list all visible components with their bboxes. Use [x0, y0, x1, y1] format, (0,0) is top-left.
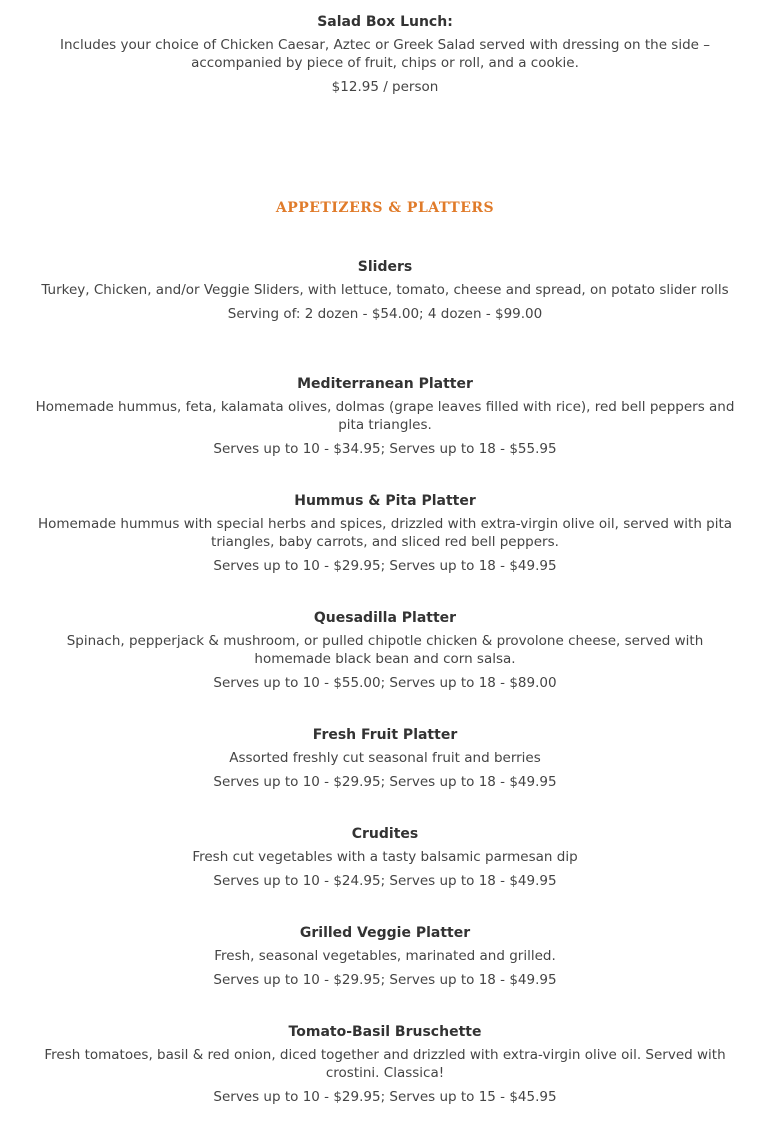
item-title: Mediterranean Platter — [297, 376, 473, 392]
item-description: Spinach, pepperjack & mushroom, or pulled chipotle chicken & provolone cheese, served with homemade black bean and corn salsa. — [66, 633, 704, 667]
menu-item-fresh-fruit-platter — [30, 726, 740, 791]
menu-item-tomato-basil-bruschette — [30, 1023, 740, 1106]
menu-item-sliders — [30, 258, 740, 323]
section-heading: APPETIZERS & PLATTERS — [275, 200, 495, 216]
item-description: Assorted freshly cut seasonal fruit and berries — [229, 750, 541, 766]
item-price: Serves up to 10 - $55.00; Serves up to 18 - $89.00 — [213, 675, 557, 691]
item-price: $12.95 / person — [331, 79, 439, 95]
item-description: Turkey, Chicken, and/or Veggie Sliders, with lettuce, tomato, cheese and spread, on potato slider rolls — [41, 282, 729, 298]
item-title: Crudites — [351, 826, 419, 842]
item-title: Salad Box Lunch: — [317, 14, 453, 30]
item-description: Includes your choice of Chicken Caesar, Aztec or Greek Salad served with dressing on the side – accompanied by piece of fruit, chips or roll, and a cookie. — [59, 37, 710, 71]
item-price: Serves up to 10 - $34.95; Serves up to 18 - $55.95 — [213, 441, 557, 457]
item-description: Fresh, seasonal vegetables, marinated and grilled. — [214, 948, 556, 964]
menu-item-quesadilla-platter — [30, 609, 740, 692]
item-title: Grilled Veggie Platter — [299, 925, 471, 941]
item-price: Serves up to 10 - $24.95; Serves up to 18 - $49.95 — [213, 873, 557, 889]
item-price: Serving of: 2 dozen - $54.00; 4 dozen - $99.00 — [227, 306, 543, 322]
menu-item-crudites — [30, 825, 740, 890]
item-price: Serves up to 10 - $29.95; Serves up to 18 - $49.95 — [213, 774, 557, 790]
item-description: Homemade hummus, feta, kalamata olives, dolmas (grape leaves filled with rice), red bell peppers and pita triangles. — [35, 399, 735, 433]
item-price: Serves up to 10 - $29.95; Serves up to 18 - $49.95 — [213, 558, 557, 574]
menu-item-hummus-pita-platter — [30, 492, 740, 575]
item-title: Hummus & Pita Platter — [294, 493, 476, 509]
menu-item-mediterranean-platter — [30, 375, 740, 458]
item-price: Serves up to 10 - $29.95; Serves up to 15 - $45.95 — [213, 1089, 557, 1105]
item-price: Serves up to 10 - $29.95; Serves up to 18 - $49.95 — [213, 972, 557, 988]
item-description: Fresh cut vegetables with a tasty balsamic parmesan dip — [192, 849, 578, 865]
item-title: Fresh Fruit Platter — [312, 727, 458, 743]
menu-item-grilled-veggie-platter — [30, 924, 740, 989]
item-title: Quesadilla Platter — [313, 610, 457, 626]
item-description: Homemade hummus with special herbs and spices, drizzled with extra-virgin olive oil, served with pita triangles, baby carrots, and sliced red bell peppers. — [37, 516, 733, 550]
item-title: Tomato-Basil Bruschette — [288, 1024, 482, 1040]
menu-item-salad-box-lunch — [30, 13, 740, 96]
item-description: Fresh tomatoes, basil & red onion, diced together and drizzled with extra-virgin olive oil. Served with crostini. Classica! — [44, 1047, 726, 1081]
item-title: Sliders — [357, 259, 413, 275]
